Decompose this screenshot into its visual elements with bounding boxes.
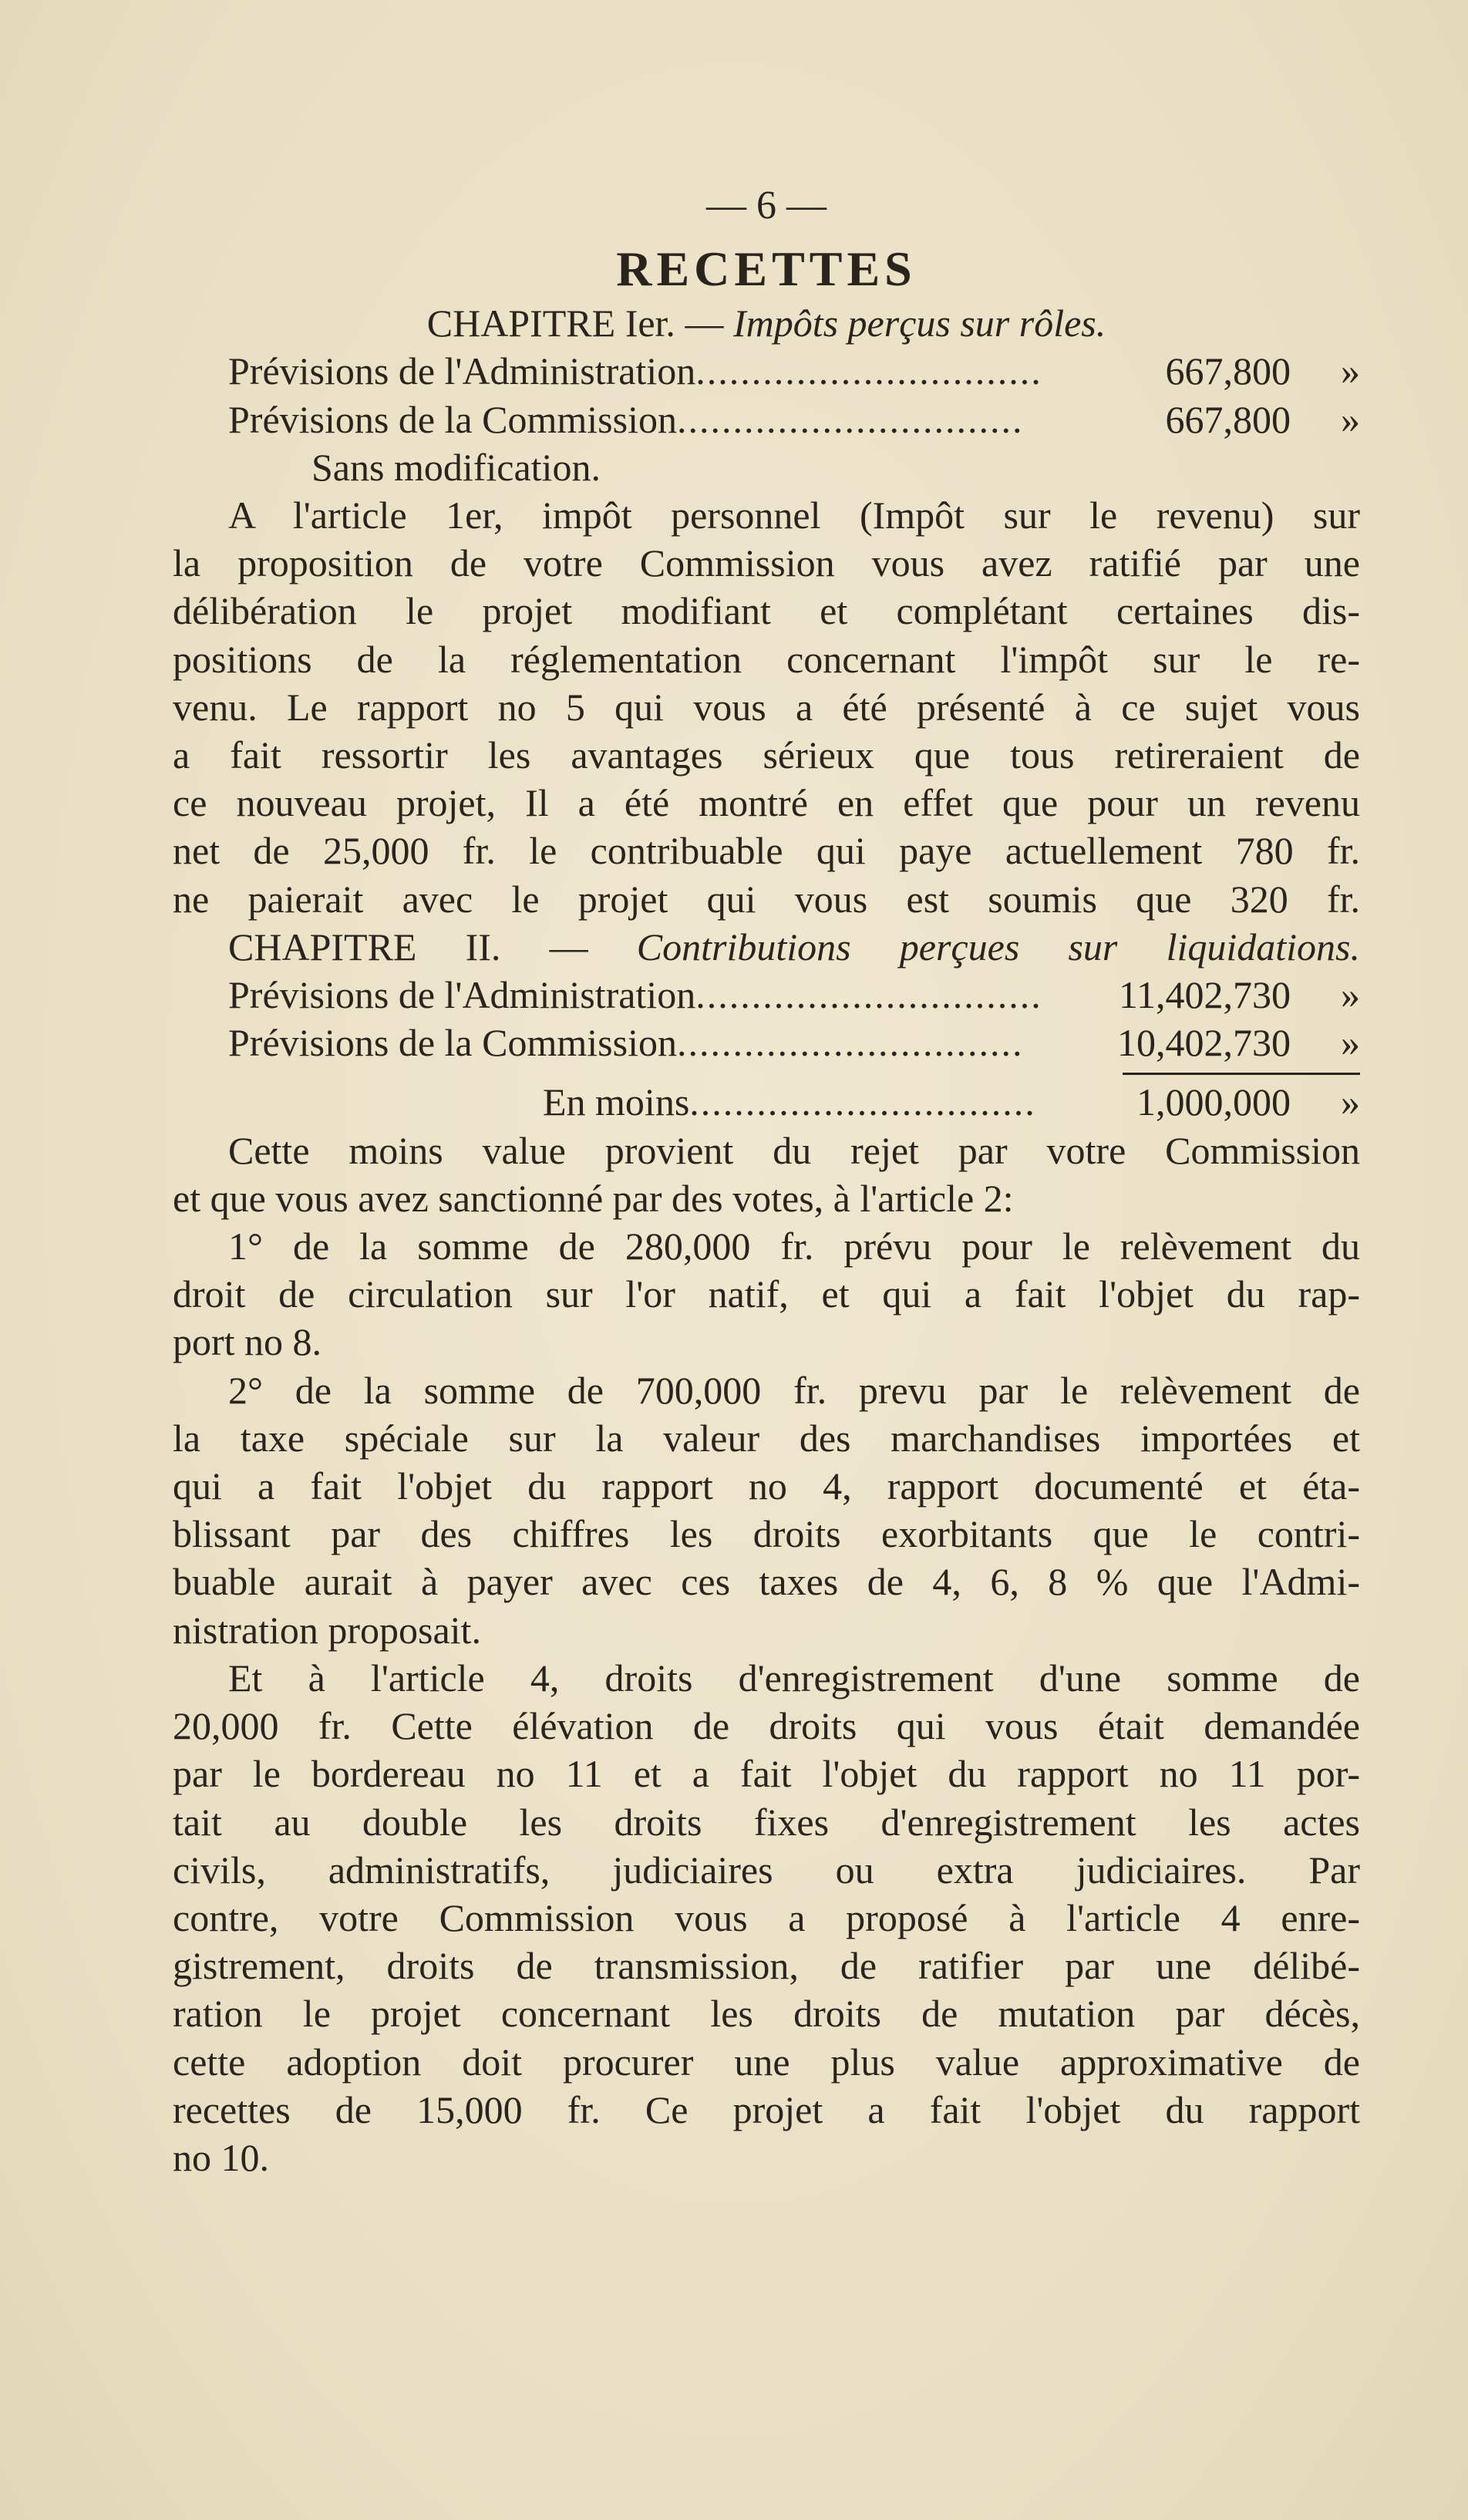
leader-dots: ............................... bbox=[689, 1080, 1036, 1124]
sum-rule bbox=[1123, 1073, 1360, 1075]
row-mark: » bbox=[1341, 397, 1360, 441]
text-line: tait au double les droits fixes d'enregistrement les actes bbox=[173, 1800, 1360, 1844]
text-line: 20,000 fr. Cette élévation de droits qui vous était demandée bbox=[173, 1704, 1360, 1748]
chapter-1-subtitle: Impôts perçus sur rôles. bbox=[732, 302, 1106, 345]
text-line: port no 8. bbox=[173, 1320, 322, 1364]
row-value: 11,402,730 bbox=[1118, 973, 1291, 1017]
text-line: 2° de la somme de 700,000 fr. prevu par le relèvement de bbox=[228, 1368, 1360, 1412]
text-line: nistration proposait. bbox=[173, 1608, 481, 1652]
chapter-2-subtitle: Contributions perçues sur liquidations. bbox=[636, 925, 1360, 969]
row-value: 10,402,730 bbox=[1117, 1021, 1291, 1065]
paragraph-4 bbox=[173, 1366, 1360, 1654]
text-line: civils, administratifs, judiciaires ou extra judiciaires. Par bbox=[173, 1848, 1360, 1892]
row-mark: » bbox=[1341, 973, 1360, 1017]
row-mark: » bbox=[1341, 1021, 1360, 1065]
text-line: 1° de la somme de 280,000 fr. prévu pour le relèvement du bbox=[228, 1225, 1360, 1268]
text-line: droit de circulation sur l'or natif, et qui a fait l'objet du rap- bbox=[173, 1272, 1360, 1316]
chapter-1-label: CHAPITRE Ier. bbox=[426, 302, 675, 345]
text-line: qui a fait l'objet du rapport no 4, rapport documenté et éta- bbox=[173, 1464, 1360, 1508]
leader-dots: ............................... bbox=[695, 973, 1042, 1017]
chapter-1-dash: — bbox=[675, 302, 733, 345]
text-line: ne paierait avec le projet qui vous est soumis que 320 fr. bbox=[173, 877, 1360, 921]
row-label: En moins bbox=[543, 1080, 690, 1124]
row-label: Prévisions de la Commission bbox=[228, 397, 677, 441]
text-line: blissant par des chiffres les droits exorbitants que le contri- bbox=[173, 1512, 1360, 1556]
text-line: et que vous avez sanctionné par des votes, à l'article 2: bbox=[173, 1176, 1014, 1220]
text-line: par le bordereau no 11 et a fait l'objet du rapport no 11 por- bbox=[173, 1752, 1360, 1796]
text-line: Cette moins value provient du rejet par votre Commission bbox=[228, 1128, 1360, 1172]
chapter-2-dash: — bbox=[500, 925, 637, 969]
text-line: no 10. bbox=[173, 2135, 269, 2179]
text-line: gistrement, droits de transmission, de ratifier par une délibé- bbox=[173, 1944, 1360, 1988]
paragraph-3 bbox=[173, 1222, 1360, 1366]
text-line: positions de la réglementation concernant l'impôt sur le re- bbox=[173, 637, 1360, 681]
leader-dots: ............................... bbox=[676, 397, 1024, 441]
text-line: a fait ressortir les avantages sérieux que tous retireraient de bbox=[173, 733, 1360, 777]
chapter-1-row-administration bbox=[173, 347, 1360, 395]
chapter-1-row-commission bbox=[173, 396, 1360, 443]
text-line: venu. Le rapport no 5 qui vous a été présenté à ce sujet vous bbox=[173, 685, 1360, 729]
text-line: A l'article 1er, impôt personnel (Impôt sur le revenu) sur bbox=[228, 494, 1360, 537]
page-number: — 6 — bbox=[706, 184, 827, 227]
paragraph-5 bbox=[173, 1654, 1360, 2181]
chapter-2-row-administration bbox=[173, 971, 1360, 1019]
text-line: ce nouveau projet, Il a été montré en effet que pour un revenu bbox=[173, 781, 1360, 825]
chapter-2-row-commission bbox=[173, 1019, 1360, 1066]
row-value: 667,800 bbox=[1165, 349, 1291, 393]
row-mark: » bbox=[1341, 1080, 1360, 1124]
text-line: recettes de 15,000 fr. Ce projet a fait l'objet du rapport bbox=[173, 2087, 1360, 2131]
page-text bbox=[173, 182, 1360, 2181]
chapter-1-heading bbox=[173, 299, 1360, 347]
leader-dots: ............................... bbox=[676, 1021, 1024, 1065]
chapter-2-heading bbox=[173, 923, 1360, 971]
leader-dots: ............................... bbox=[695, 349, 1042, 393]
text-line: net de 25,000 fr. le contribuable qui paye actuellement 780 fr. bbox=[173, 829, 1360, 873]
row-label: Prévisions de l'Administration bbox=[228, 973, 696, 1017]
text-line: délibération le projet modifiant et complétant certaines dis- bbox=[173, 589, 1360, 633]
row-mark: » bbox=[1341, 349, 1360, 393]
text-line: Et à l'article 4, droits d'enregistrement d'une somme de bbox=[228, 1656, 1360, 1700]
section-title: RECETTES bbox=[616, 241, 917, 297]
row-label: Prévisions de la Commission bbox=[228, 1021, 677, 1065]
text-line: buable aurait à payer avec ces taxes de 4, 6, 8 % que l'Admi- bbox=[173, 1560, 1360, 1604]
row-value: 1,000,000 bbox=[1136, 1080, 1291, 1124]
paragraph-2 bbox=[173, 1127, 1360, 1222]
text-line: contre, votre Commission vous a proposé à l'article 4 enre- bbox=[173, 1895, 1360, 1939]
paragraph-1 bbox=[173, 491, 1360, 923]
row-value: 667,800 bbox=[1165, 397, 1291, 441]
row-label: Prévisions de l'Administration bbox=[228, 349, 696, 393]
chapter-2-row-difference bbox=[173, 1078, 1360, 1126]
text-line: ration le projet concernant les droits de mutation par décès, bbox=[173, 1992, 1360, 2036]
text-line: la proposition de votre Commission vous avez ratifié par une bbox=[173, 541, 1360, 585]
text-line: la taxe spéciale sur la valeur des marchandises importées et bbox=[173, 1416, 1360, 1460]
text-line: cette adoption doit procurer une plus value approximative de bbox=[173, 2040, 1360, 2084]
chapter-2-label: CHAPITRE II. bbox=[228, 925, 501, 969]
chapter-1-note: Sans modification. bbox=[311, 445, 601, 489]
